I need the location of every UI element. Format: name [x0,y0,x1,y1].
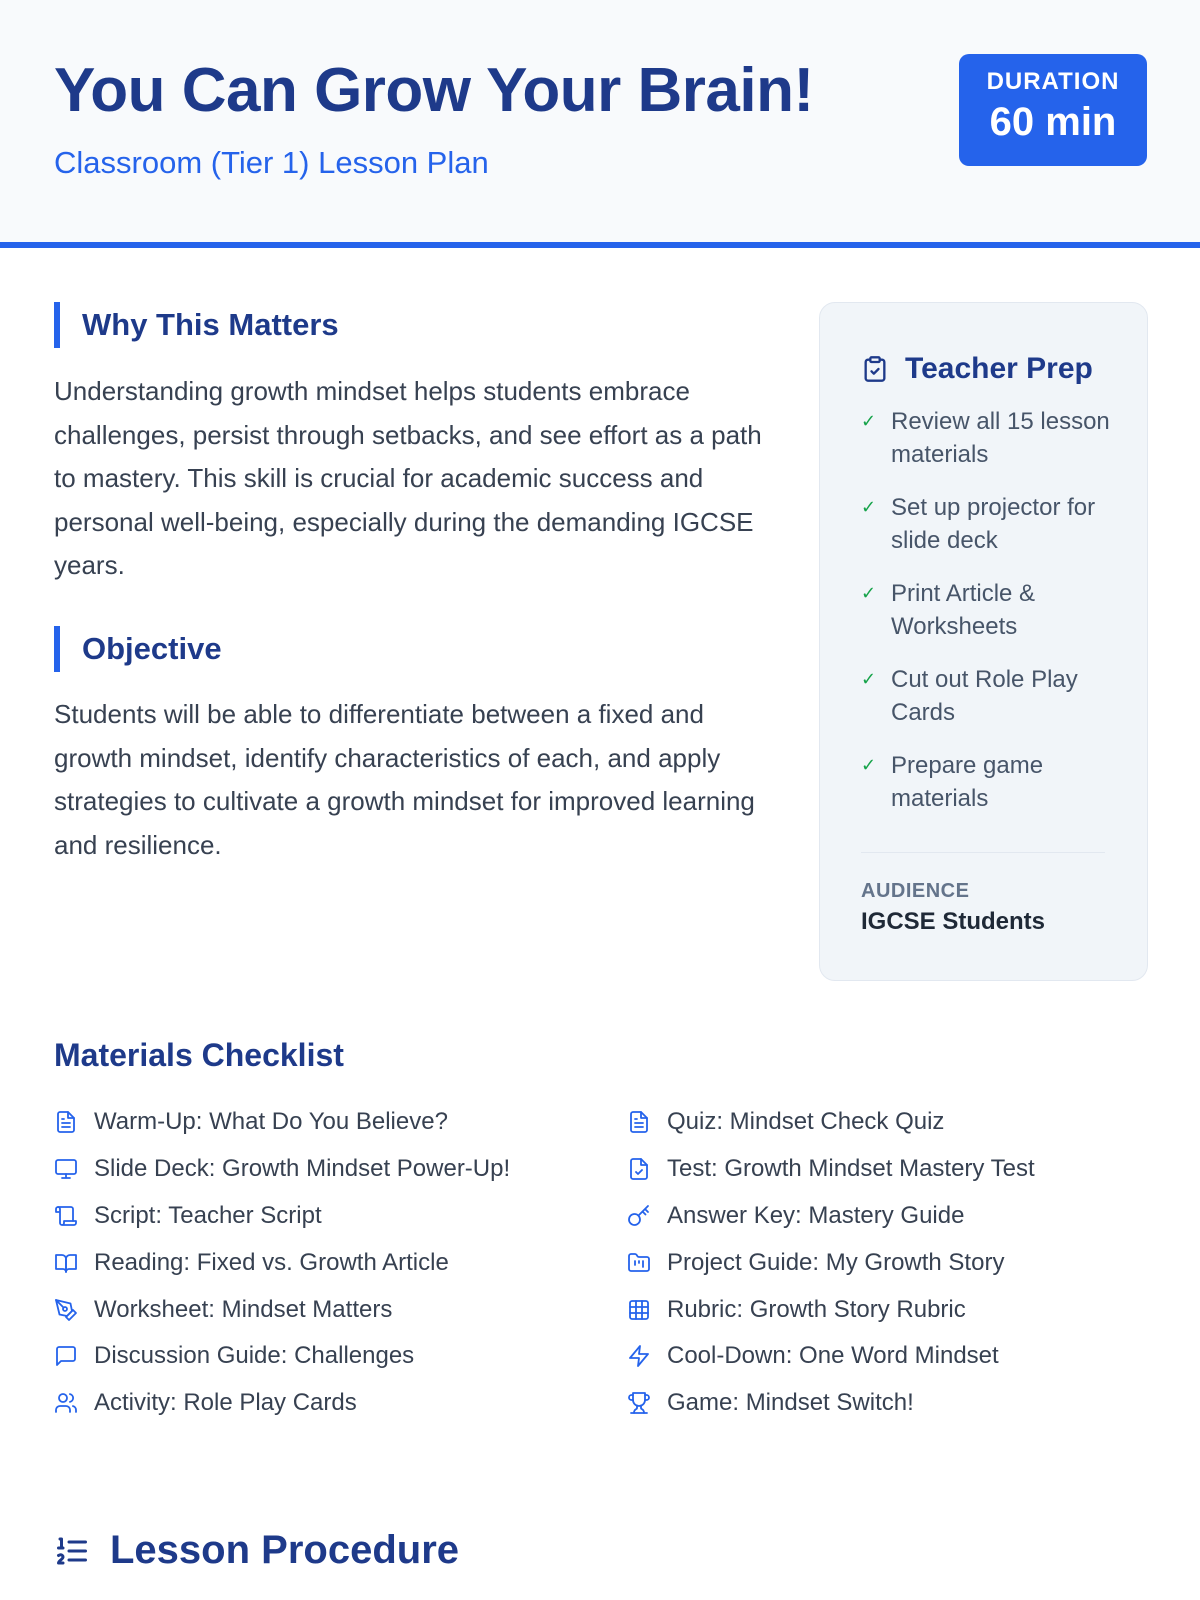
trophy-icon [627,1391,651,1415]
prep-item [861,749,1121,815]
page-title: You Can Grow Your Brain! [54,56,814,125]
audience-label: AUDIENCE [861,880,970,902]
material-item [627,1333,1035,1380]
material-item [627,1146,1035,1193]
material-label: Quiz: Mindset Check Quiz [667,1108,945,1136]
scroll-icon [54,1204,78,1228]
material-item [627,1286,1035,1333]
material-item [54,1380,510,1427]
clipboard-check-icon [861,353,889,385]
document-icon [54,1110,78,1134]
prep-item-label: Prepare game materials [891,752,1044,812]
material-item [54,1193,510,1240]
key-icon [627,1204,651,1228]
folder-kanban-icon [627,1251,651,1275]
material-label: Cool-Down: One Word Mindset [667,1342,999,1370]
lightning-icon [627,1344,651,1368]
material-label: Game: Mindset Switch! [667,1389,914,1417]
book-open-icon [54,1251,78,1275]
material-label: Activity: Role Play Cards [94,1389,357,1417]
material-label: Script: Teacher Script [94,1201,322,1229]
materials-heading: Materials Checklist [54,1037,344,1073]
numbered-list-icon [54,1533,90,1569]
lesson-procedure-heading [54,1528,459,1573]
material-item [627,1380,1035,1427]
material-label: Test: Growth Mindset Mastery Test [667,1155,1035,1183]
pen-tool-icon [54,1298,78,1322]
prep-item-label: Print Article & Worksheets [891,580,1036,640]
prep-divider [861,852,1105,853]
page-header [0,0,1200,248]
duration-value: 60 min [989,100,1117,144]
material-label: Project Guide: My Growth Story [667,1248,1005,1276]
material-item [54,1239,510,1286]
table-grid-icon [627,1298,651,1322]
check-icon: ✓ [861,583,877,603]
why-heading: Why This Matters [54,302,339,348]
material-item [627,1193,1035,1240]
material-label: Slide Deck: Growth Mindset Power-Up! [94,1155,511,1183]
material-item [54,1099,510,1146]
material-item [54,1286,510,1333]
check-icon: ✓ [861,669,877,689]
file-check-icon [627,1157,651,1181]
materials-list-left [54,1099,510,1427]
material-item [627,1099,1035,1146]
material-label: Reading: Fixed vs. Growth Article [94,1248,449,1276]
page-subtitle: Classroom (Tier 1) Lesson Plan [54,145,489,180]
material-item [627,1239,1035,1286]
why-text: Understanding growth mindset helps students embrace challenges, persist through setbacks, and see effort as a path to mastery. This skill is crucial for academic success and personal well-being, especially during the demanding IGCSE years. [54,376,762,580]
lesson-procedure-title: Lesson Procedure [110,1528,460,1572]
objective-heading: Objective [54,626,222,672]
objective-text: Students will be able to differentiate between a fixed and growth mindset, identify characteristics of each, and apply strategies to cultivate a growth mindset for improved learning and resilience. [54,699,755,860]
prep-item [861,405,1121,471]
material-label: Rubric: Growth Story Rubric [667,1295,966,1323]
material-label: Answer Key: Mastery Guide [667,1201,965,1229]
teacher-prep-list [861,405,1121,835]
document-icon [627,1110,651,1134]
prep-item-label: Review all 15 lesson materials [891,408,1110,468]
material-label: Warm-Up: What Do You Believe? [94,1108,448,1136]
prep-item [861,491,1121,557]
duration-label: DURATION [986,68,1120,95]
message-square-icon [54,1344,78,1368]
monitor-icon [54,1157,78,1181]
check-icon: ✓ [861,411,877,431]
prep-item [861,577,1121,643]
audience-value: IGCSE Students [861,908,1046,935]
material-label: Worksheet: Mindset Matters [94,1295,393,1323]
teacher-prep-title: Teacher Prep [905,352,1093,385]
material-item [54,1146,510,1193]
check-icon: ✓ [861,497,877,517]
check-icon: ✓ [861,755,877,775]
teacher-prep-card [819,302,1148,981]
material-item [54,1333,510,1380]
prep-item-label: Cut out Role Play Cards [891,666,1078,726]
users-icon [54,1391,78,1415]
prep-item [861,663,1121,729]
prep-item-label: Set up projector for slide deck [891,494,1096,554]
teacher-prep-heading [861,349,1093,389]
materials-list-right [627,1099,1035,1427]
duration-badge [959,54,1147,166]
material-label: Discussion Guide: Challenges [94,1342,415,1370]
